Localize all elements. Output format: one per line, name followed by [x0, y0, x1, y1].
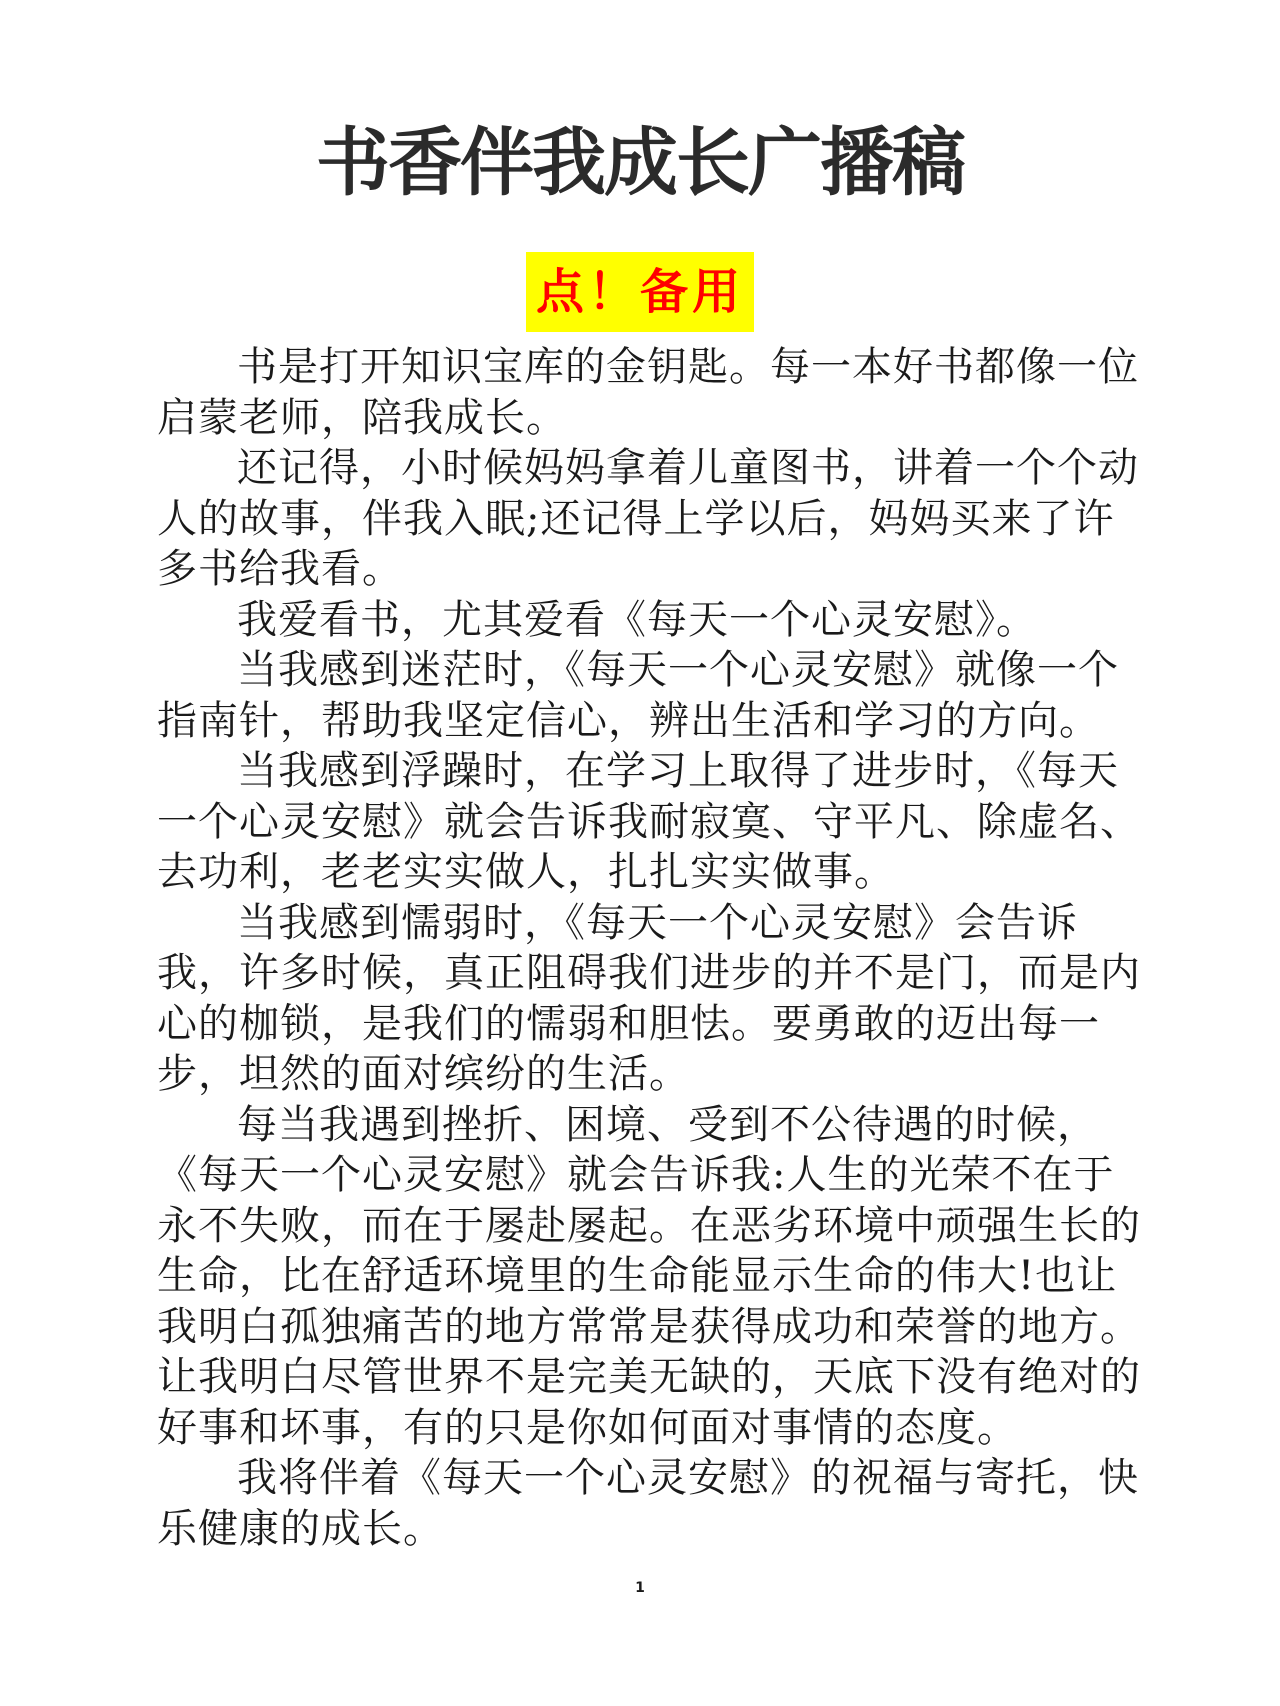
highlight-badge: 点！备用 [526, 252, 754, 332]
page-number: 1 [635, 1580, 645, 1596]
paragraph: 书是打开知识宝库的金钥匙。每一本好书都像一位启蒙老师，陪我成长。 [157, 344, 1139, 441]
paragraph: 当我感到浮躁时，在学习上取得了进步时，《每天一个心灵安慰》就会告诉我耐寂寞、守平凡、除虚名、去功利，老老实实做人，扎扎实实做事。 [157, 748, 1141, 895]
paragraph: 我将伴着《每天一个心灵安慰》的祝福与寄托，快乐健康的成长。 [157, 1455, 1139, 1552]
paragraph: 每当我遇到挫折、困境、受到不公待遇的时候，《每天一个心灵安慰》就会告诉我:人生的光荣不在于永不失败，而在于屡赴屡起。在恶劣环境中顽强生长的生命，比在舒适环境里的生命能显示生命的伟大!也让我明白孤独痛苦的地方常常是获得成功和荣誉的地方。让我明白尽管世界不是完美无缺的，天底下没有绝对的好事和坏事，有的只是你如何面对事情的态度。 [157, 1101, 1141, 1451]
paragraph: 当我感到迷茫时，《每天一个心灵安慰》就像一个指南针，帮助我坚定信心，辨出生活和学习的方向。 [157, 647, 1119, 744]
badge-container [0, 252, 1280, 332]
page-title: 书香伴我成长广播稿 [316, 120, 964, 206]
paragraph: 当我感到懦弱时，《每天一个心灵安慰》会告诉我，许多时候，真正阻碍我们进步的并不是门，而是内心的枷锁，是我们的懦弱和胆怯。要勇敢的迈出每一步，坦然的面对缤纷的生活。 [157, 899, 1141, 1097]
paragraph: 我爱看书，尤其爱看《每天一个心灵安慰》。 [237, 596, 1037, 643]
body-text [157, 342, 1147, 1554]
paragraph: 还记得，小时候妈妈拿着儿童图书，讲着一个个动人的故事，伴我入眠;还记得上学以后，妈妈买来了许多书给我看。 [157, 445, 1139, 592]
